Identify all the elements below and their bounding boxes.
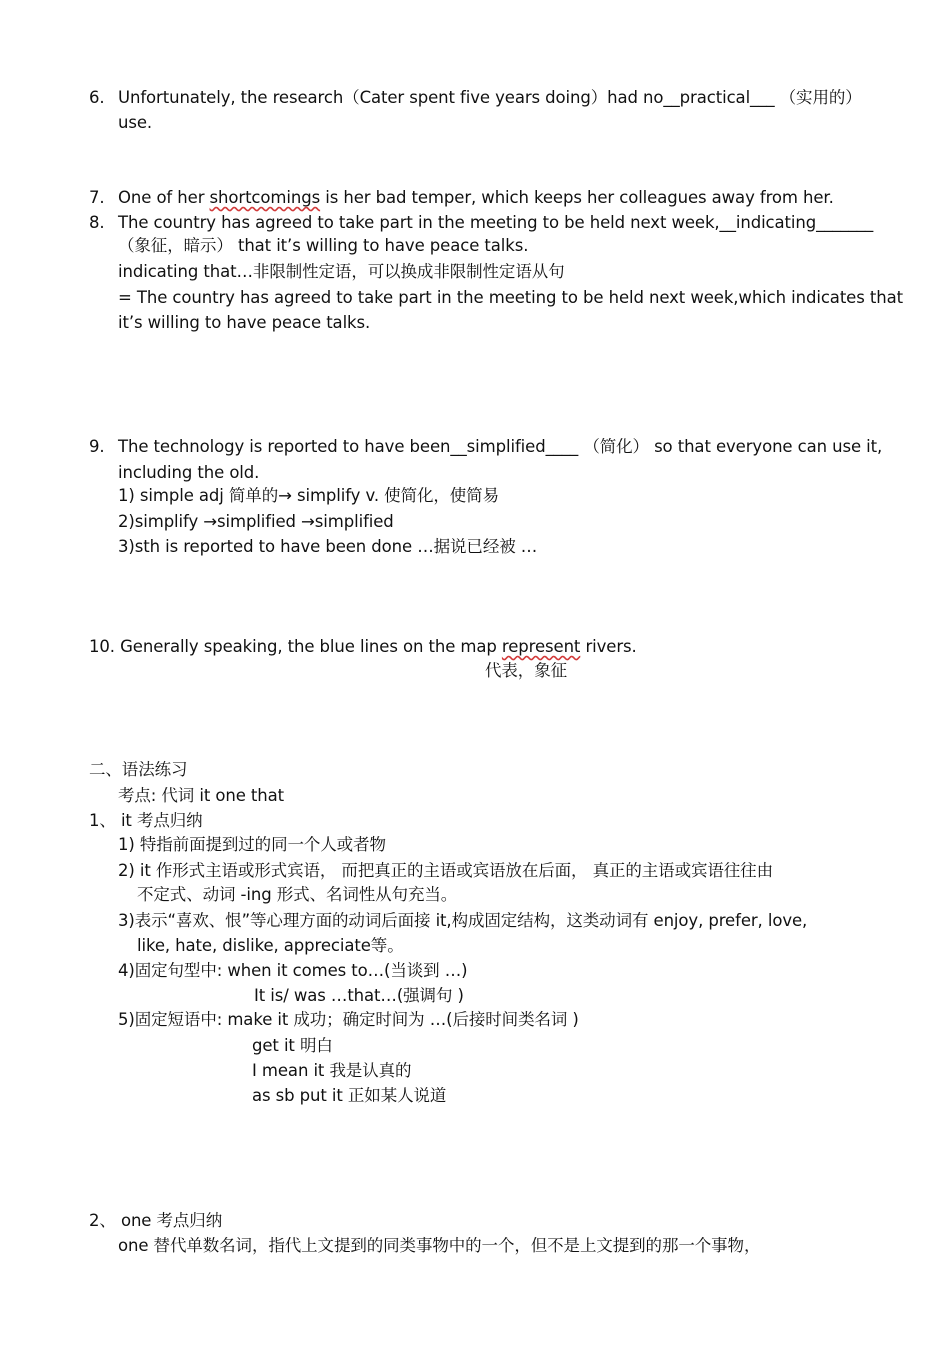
item-7-sentence <box>118 188 834 208</box>
item-7-post: is her bad temper, which keeps her colleagues away from her. <box>320 188 834 207</box>
it-point-5-phrase-3: I mean it 我是认真的 <box>252 1061 412 1080</box>
item-10-answer-word: represent <box>501 637 581 656</box>
it-point-2-cont: 不定式、动词 -ing 形式、名词性从句充当。 <box>137 885 458 904</box>
it-section-title: 1、 it 考点归纳 <box>89 811 203 830</box>
item-6-number: 6. <box>89 88 105 107</box>
item-10-sentence <box>89 637 637 657</box>
it-point-4-cont: It is/ was …that…(强调句 ) <box>254 986 464 1005</box>
item-8-sentence-cont: （象征，暗示） that it’s willing to have peace talks. <box>118 236 529 255</box>
item-10-post: rivers. <box>580 637 637 656</box>
item-10-pre: Generally speaking, the blue lines on the map <box>120 637 502 656</box>
item-7-answer-word: shortcomings <box>209 188 321 207</box>
it-point-5-phrase-2: get it 明白 <box>252 1036 333 1055</box>
key-points: 考点: 代词 it one that <box>118 786 285 805</box>
item-8-note: indicating that…非限制性定语，可以换成非限制性定语从句 <box>118 262 565 281</box>
it-point-1: 1) 特指前面提到过的同一个人或者物 <box>118 835 386 854</box>
section-heading: 二、语法练习 <box>89 760 188 779</box>
it-point-2: 2) it 作形式主语或形式宾语， 而把真正的主语或宾语放在后面， 真正的主语或宾语往往由 <box>118 861 773 880</box>
it-point-3-cont: like, hate, dislike, appreciate等。 <box>137 936 404 955</box>
item-9-note-2: 2)simplify →simplified →simplified <box>118 512 394 531</box>
item-7-number: 7. <box>89 188 105 207</box>
item-10-number: 10. <box>89 637 115 656</box>
item-9-note-3: 3)sth is reported to have been done …据说已经被 … <box>118 537 538 556</box>
it-point-4: 4)固定句型中: when it comes to…(当谈到 …) <box>118 961 468 980</box>
it-point-5: 5)固定短语中: make it 成功；确定时间为 …(后接时间类名词 ) <box>118 1010 579 1029</box>
one-section-title: 2、 one 考点归纳 <box>89 1211 223 1230</box>
one-point-1: one 替代单数名词，指代上文提到的同类事物中的一个，但不是上文提到的那一个事物， <box>118 1236 761 1255</box>
item-9-sentence: The technology is reported to have been__simplified____ （简化） so that everyone can use it, <box>118 437 883 456</box>
it-point-5-phrase-4: as sb put it 正如某人说道 <box>252 1086 447 1105</box>
it-point-3: 3)表示“喜欢、恨”等心理方面的动词后面接 it,构成固定结构，这类动词有 enjoy, prefer, love, <box>118 911 808 930</box>
item-10-gloss: 代表，象征 <box>485 661 568 680</box>
item-9-sentence-cont: including the old. <box>118 463 260 482</box>
item-8-sentence: The country has agreed to take part in the meeting to be held next week,__indicating_______ <box>118 213 874 232</box>
item-8-number: 8. <box>89 213 105 232</box>
item-9-number: 9. <box>89 437 105 456</box>
item-8-rewrite: = The country has agreed to take part in the meeting to be held next week,which indicates that <box>118 288 903 307</box>
item-7-pre: One of her <box>118 188 210 207</box>
item-6-sentence-cont: use. <box>118 113 153 132</box>
item-8-rewrite-cont: it’s willing to have peace talks. <box>118 313 371 332</box>
item-6-sentence: Unfortunately, the research（Cater spent five years doing）had no__practical___ （实用的） <box>118 88 862 107</box>
item-9-note-1: 1) simple adj 简单的→ simplify v. 使简化，使简易 <box>118 486 499 505</box>
